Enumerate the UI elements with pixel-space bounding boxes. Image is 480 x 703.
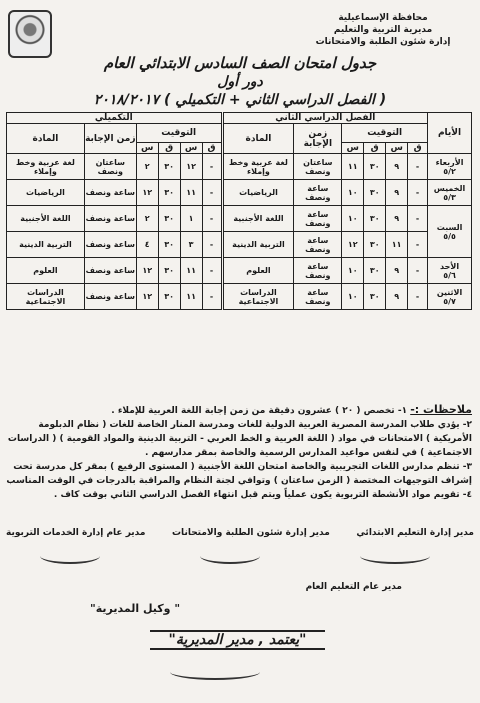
title-block [60,54,420,108]
to-q: ٣٠ [364,232,386,258]
from-s: ١١ [180,284,202,310]
from-s-header-term2: س [386,143,408,154]
day-name: الأربعاء [435,157,464,167]
to-s: ١٢ [342,232,364,258]
to-s: ١٠ [342,180,364,206]
to-s-header-term2: س [342,143,364,154]
to-s: ١٠ [342,258,364,284]
from-q: - [202,180,222,206]
to-s: ٢ [136,206,158,232]
day-cell [428,154,472,180]
sig-deputy: "وكيل المديرية " [90,602,181,615]
from-q: - [202,284,222,310]
duration-header-term2: زمن الإجابة [294,124,342,154]
note-3: ٣- تنظم مدارس اللغات التجريبية والخاصة امتحان اللغة الأجنبية ( المستوى الرفيع ) بمقر كل مدرسة تحت إشراف التوجيهات المختصة ( الزمن ساعتان ) وتوافي لجنة النظام والمراقبة بالدرجات في الوقت المناسب [6,462,472,486]
subject-cell: الرياضيات [222,180,294,206]
from-s: ٣ [180,232,202,258]
signature-scribble-3 [40,548,100,564]
to-s: ١٢ [136,258,158,284]
from-q: - [408,232,428,258]
from-s: ١١ [180,258,202,284]
from-s: ١١ [180,180,202,206]
subject-header-term2: المادة [222,124,294,154]
to-q-header-supp: ق [158,143,180,154]
to-q: ٣٠ [158,180,180,206]
from-q-header-term2: ق [408,143,428,154]
from-q: - [408,258,428,284]
from-s: ١١ [386,232,408,258]
duration-cell: ساعة ونصف [84,258,136,284]
signature-row [6,528,474,538]
header-directorate: مديرية التربية والتعليم [333,25,433,35]
day-cell [428,206,472,258]
subject-header-supp: المادة [7,124,85,154]
subject-cell: لغة عربية وخط وإملاء [222,154,294,180]
to-s: ١١ [342,154,364,180]
section-supp-header: التكميلي [7,113,223,124]
from-s: ٩ [386,154,408,180]
from-q: - [202,258,222,284]
table-row [7,258,472,284]
to-q: ٣٠ [158,258,180,284]
duration-cell: ساعة ونصف [84,180,136,206]
duration-header-supp: زمن الإجابة [84,124,136,154]
sig-edu-services: مدير عام إدارة الخدمات التربوية [6,528,146,538]
to-s: ٢ [136,154,158,180]
to-q: ٣٠ [158,284,180,310]
subject-cell: العلوم [222,258,294,284]
day-date: ٥/٥ [443,231,456,241]
schedule-table [6,112,472,310]
from-q: - [202,232,222,258]
from-s: ١ [180,206,202,232]
duration-cell: ساعة ونصف [294,206,342,232]
duration-cell: ساعة ونصف [294,180,342,206]
from-s: ٩ [386,258,408,284]
timing-header-term2: التوقيت [342,124,428,143]
header-department: إدارة شئون الطلبة والامتحانات [315,37,451,47]
header-block [298,12,468,48]
note-2: ٢- يؤدي طلاب المدرسة المصرية العربية الدولية للغات ومدرسة المنار الخاصة للغات ( نظام الدبلومة الأمريكية ) الامتحانات في مواد ( اللغة العربية و الخط العربي - التربية الدينية والمواد القومية ) ( الدراسات الاجتماعية ) في لنفس مواعيد المدارس الرسمية والخاصة بمقر مدارسهم . [7,420,472,458]
page-title: جدول امتحان الصف السادس الابتدائي العام [103,54,377,72]
subject-cell: التربية الدينية [222,232,294,258]
notes-heading: ملاحظات :- [410,403,472,416]
table-row [7,284,472,310]
table-row [7,154,472,180]
from-s: ٩ [386,180,408,206]
subject-cell: اللغة الأجنبية [222,206,294,232]
subject-cell: لغة عربية وخط وإملاء [7,154,85,180]
from-q: - [408,180,428,206]
to-q: ٣٠ [158,232,180,258]
header-governorate: محافظة الإسماعيلية [338,13,428,23]
signature-scribble-4 [170,664,260,680]
table-row [7,206,472,232]
duration-cell: ساعتان ونصف [84,154,136,180]
from-s: ٩ [386,284,408,310]
from-q: - [408,206,428,232]
from-q: - [202,206,222,232]
to-q: ٣٠ [158,154,180,180]
sig-approved: "يعتمد , مدير المديرية" [150,630,325,650]
duration-cell: ساعة ونصف [294,258,342,284]
subject-cell: العلوم [7,258,85,284]
exam-term: ( الفصل الدراسي الثاني + التكميلي ) ٢٠١٨/٢٠١٧ [93,92,387,108]
day-date: ٥/٦ [443,270,456,280]
to-s: ١٠ [342,284,364,310]
to-q: ٣٠ [364,180,386,206]
subject-cell: الدراسات الاجتماعية [7,284,85,310]
from-s: ١٢ [180,154,202,180]
day-date: ٥/٣ [443,192,456,202]
timing-header-supp: التوقيت [136,124,222,143]
to-q: ٣٠ [364,206,386,232]
duration-cell: ساعة ونصف [84,284,136,310]
day-cell [428,284,472,310]
sig-primary-edu: مدير إدارة التعليم الابتدائي [356,528,474,538]
to-q: ٣٠ [364,154,386,180]
table-row [7,180,472,206]
table-row [7,232,472,258]
logo [8,10,52,58]
col-days-header: الأيام [428,113,472,154]
signature-scribble-2 [200,548,260,564]
duration-cell: ساعة ونصف [84,206,136,232]
to-q: ٣٠ [364,284,386,310]
day-name: الاثنين [436,287,463,297]
to-q: ٣٠ [364,258,386,284]
section-term2-header: الفصل الدراسي الثاني [222,113,428,124]
duration-cell: ساعة ونصف [84,232,136,258]
from-q: - [408,154,428,180]
subject-cell: اللغة الأجنبية [7,206,85,232]
sig-general-education: مدير عام التعليم العام [305,582,402,592]
from-q: - [202,154,222,180]
from-q-header-supp: ق [202,143,222,154]
day-name: السبت [436,222,463,232]
duration-cell: ساعة ونصف [294,232,342,258]
day-date: ٥/٧ [443,296,456,306]
to-s: ١٢ [136,180,158,206]
note-4: ٤- تقويم مواد الأنشطة التربوية يكون عملياً ويتم قبل انتهاء الفصل الدراسي الثاني بوقت كاف . [53,490,472,500]
from-s-header-supp: س [180,143,202,154]
day-cell [428,180,472,206]
to-s: ٤ [136,232,158,258]
to-q-header-term2: ق [364,143,386,154]
signature-scribble-1 [360,548,430,564]
day-name: الخميس [433,183,466,193]
day-name: الأحد [439,261,460,271]
duration-cell: ساعتان ونصف [294,154,342,180]
subject-cell: التربية الدينية [7,232,85,258]
note-1: ١- تخصص ( ٢٠ ) عشرون دقيقة من زمن إجابة اللغة العربية للإملاء . [111,406,408,416]
exam-round: دور أول [217,74,263,90]
to-q: ٣٠ [158,206,180,232]
from-q: - [408,284,428,310]
from-s: ٩ [386,206,408,232]
to-s: ١٠ [342,206,364,232]
subject-cell: الرياضيات [7,180,85,206]
duration-cell: ساعة ونصف [294,284,342,310]
subject-cell: الدراسات الاجتماعية [222,284,294,310]
sig-student-affairs: مدير إدارة شئون الطلبة والامتحانات [172,528,330,538]
day-date: ٥/٢ [443,166,456,176]
notes-section [4,403,472,502]
to-s: ١٢ [136,284,158,310]
day-cell [428,258,472,284]
to-s-header-supp: س [136,143,158,154]
